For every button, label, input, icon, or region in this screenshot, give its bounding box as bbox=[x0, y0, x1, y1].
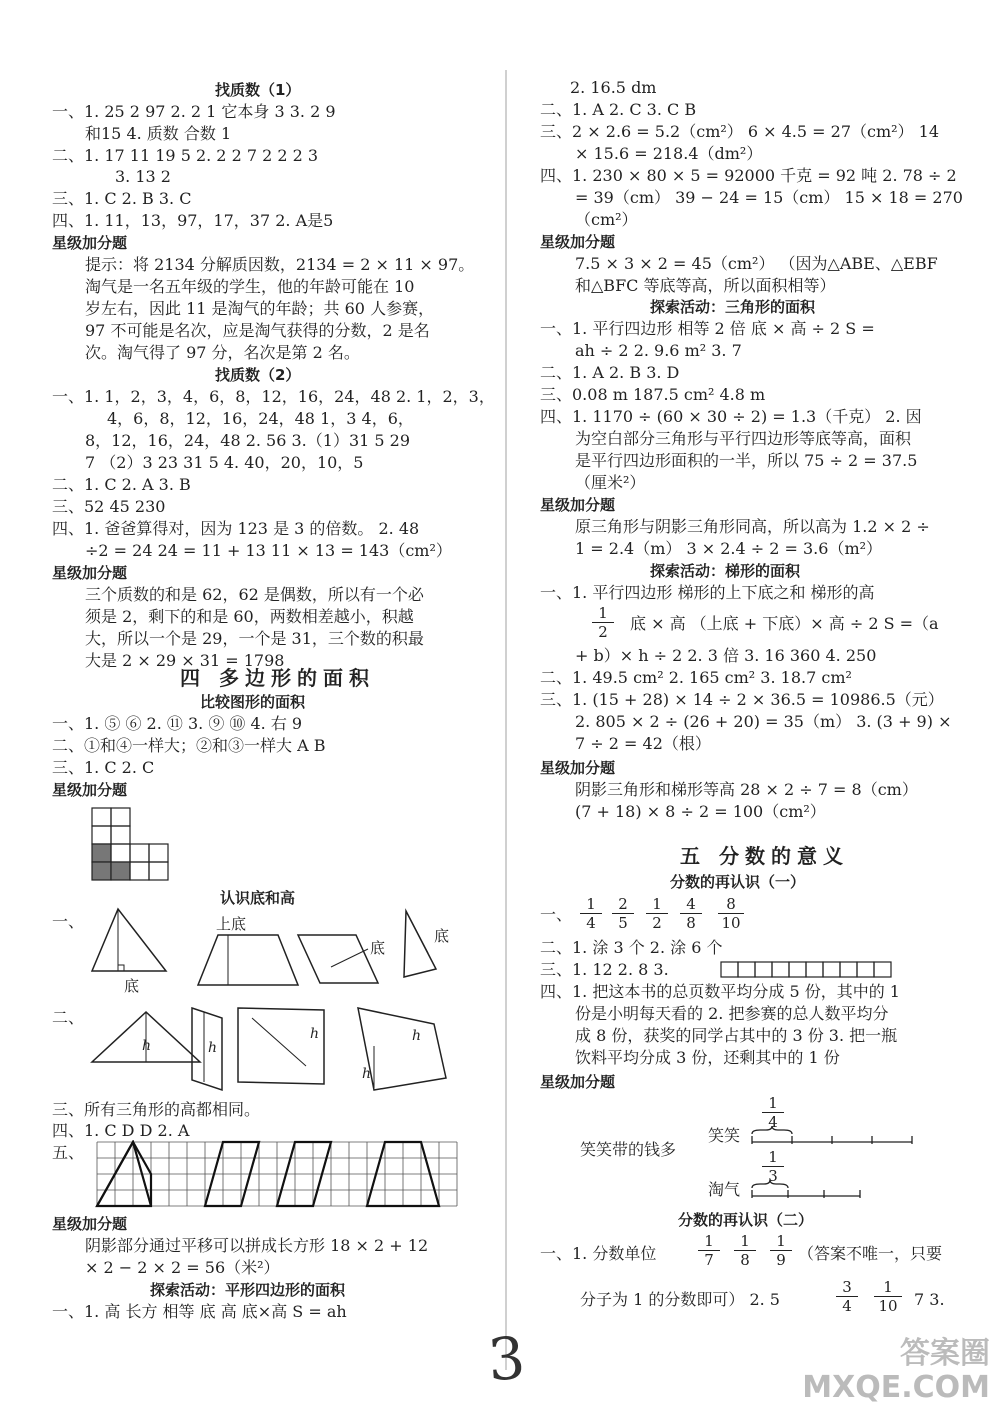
taoqi-segment-line bbox=[750, 1180, 920, 1204]
answer-line: 7 ÷ 2 = 42（根） bbox=[575, 734, 711, 753]
denominator: 4 bbox=[768, 1113, 778, 1131]
parallelogram-shape bbox=[192, 1008, 222, 1090]
fraction bbox=[718, 895, 744, 932]
numerator: 1 bbox=[592, 604, 614, 623]
base-height-figures-1 bbox=[88, 905, 468, 997]
answer-line: × 15.6 = 218.4（dm²） bbox=[575, 144, 763, 163]
answer-line: 二、①和④一样大；②和③一样大 A B bbox=[52, 736, 326, 755]
watermark-logo: 答案圈 MXQE.COM bbox=[802, 1336, 990, 1405]
unit-title: 五 分数的意义 bbox=[680, 844, 849, 868]
answer-line: 1 = 2.4（m） 3 × 2.4 ÷ 2 = 3.6（m²） bbox=[575, 539, 883, 558]
fraction bbox=[680, 895, 702, 932]
answer-line: 三、所有三角形的高都相同。 bbox=[52, 1100, 261, 1119]
numerator: 1 bbox=[580, 895, 602, 914]
answer-line: 二、1. A 2. C 3. C B bbox=[540, 100, 697, 119]
answer-line: 二、1. 涂 3 个 2. 涂 6 个 bbox=[540, 938, 723, 957]
denominator: 8 bbox=[740, 1251, 750, 1269]
answer-line: （答案不唯一，只要 bbox=[798, 1244, 943, 1263]
answer-line: 大是 2 × 29 × 31 = 1798 bbox=[85, 651, 285, 670]
name-label-taoqi: 淘气 bbox=[708, 1180, 741, 1199]
answer-line: (7 + 18) × 8 ÷ 2 = 100（cm²） bbox=[575, 802, 826, 821]
trapezoid-shape bbox=[198, 935, 298, 985]
answer-line: 97 不可能是名次，应是淘气获得的分数，2 是名 bbox=[85, 321, 430, 340]
answer-line: 一、1. 分数单位 bbox=[540, 1244, 657, 1263]
answer-line: 一、1. 平行四边形 梯形的上下底之和 梯形的高 bbox=[540, 583, 875, 602]
question-label: 二、 bbox=[52, 1008, 85, 1027]
fraction bbox=[698, 1232, 720, 1269]
numerator: 8 bbox=[718, 895, 744, 914]
numerator: 4 bbox=[680, 895, 702, 914]
answer-line: ah ÷ 2 2. 9.6 m² 3. 7 bbox=[575, 341, 742, 360]
answer-line: 7 （2）3 23 31 5 4. 40，20，10，5 bbox=[85, 453, 364, 472]
answer-line: 二、1. 17 11 19 5 2. 2 2 7 2 2 2 3 bbox=[52, 146, 319, 165]
fraction bbox=[580, 895, 602, 932]
denominator: 2 bbox=[598, 623, 608, 641]
answer-line: 三、52 45 230 bbox=[52, 497, 166, 516]
answer-line: 阴影三角形和梯形等高 28 × 2 ÷ 7 = 8（cm） bbox=[575, 780, 918, 799]
answer-line: 三、1. (15 + 28) × 14 ÷ 2 × 36.5 = 10986.5（元） bbox=[540, 690, 944, 709]
l-shape-grid-figure bbox=[90, 806, 172, 882]
answer-line: 7.5 × 3 × 2 = 45（cm²） （因为△ABE、△EBF bbox=[575, 254, 938, 273]
height-label: h bbox=[310, 1026, 320, 1042]
answer-line: 7 3. bbox=[914, 1290, 945, 1309]
bonus-heading: 星级加分题 bbox=[52, 781, 128, 799]
answer-line: 须是 2，剩下的和是 60，两数相差越小，积越 bbox=[85, 607, 414, 626]
fraction bbox=[734, 1232, 756, 1269]
answer-line: 2. 16.5 dm bbox=[570, 78, 657, 97]
answer-line: 五、 bbox=[52, 1143, 85, 1162]
answer-line: 分子为 1 的分数即可） 2. 5 bbox=[580, 1290, 780, 1309]
top-base-label: 上底 bbox=[216, 915, 247, 933]
answer-line: 四、1. 230 × 80 × 5 = 92000 千克 = 92 吨 2. 78 ÷ 2 bbox=[540, 166, 957, 185]
numerator: 1 bbox=[698, 1232, 720, 1251]
section-title: 分数的再认识（一） bbox=[670, 873, 806, 891]
answer-line: 2. 805 × 2 ÷ (26 + 20) = 35（m） 3. (3 + 9) × bbox=[575, 712, 952, 731]
bonus-heading: 星级加分题 bbox=[540, 1073, 616, 1091]
answer-line: 3. 13 2 bbox=[115, 167, 171, 186]
answer-line: 二、1. A 2. B 3. D bbox=[540, 363, 680, 382]
answer-line: × 2 − 2 × 2 = 56（米²） bbox=[85, 1258, 280, 1277]
answer-line: 二、1. C 2. A 3. B bbox=[52, 475, 191, 494]
answer-line: 四、1. C D D 2. A bbox=[52, 1121, 190, 1140]
bonus-heading: 星级加分题 bbox=[540, 496, 616, 514]
section-title: 比较图形的面积 bbox=[200, 693, 306, 711]
height-label: h bbox=[412, 1028, 422, 1044]
answer-line: 次。淘气得了 97 分，名次是第 2 名。 bbox=[85, 343, 360, 362]
answer-line: 饮料平均分成 3 份，还剩其中的 1 份 bbox=[575, 1048, 840, 1067]
answer-line: 份是小明每天看的 2. 把参赛的总人数平均分 bbox=[575, 1004, 889, 1023]
denominator: 4 bbox=[842, 1297, 852, 1315]
section-title: 分数的再认识（二） bbox=[678, 1211, 814, 1229]
obtuse-triangle-shape bbox=[404, 911, 436, 977]
answer-line: 和15 4. 质数 合数 1 bbox=[85, 124, 232, 143]
numerator: 1 bbox=[762, 1094, 784, 1113]
question-label: 一、 bbox=[540, 905, 573, 924]
numerator: 1 bbox=[770, 1232, 792, 1251]
numerator: 1 bbox=[646, 895, 668, 914]
numerator: 1 bbox=[762, 1148, 784, 1167]
denominator: 4 bbox=[586, 914, 596, 932]
answer-line: + b）× h ÷ 2 2. 3 倍 3. 16 360 4. 250 bbox=[575, 646, 877, 665]
answer-line: 一、1. 高 长方 相等 底 高 底×高 S = ah bbox=[52, 1302, 347, 1321]
answer-line: 为空白部分三角形与平行四边形等底等高，面积 bbox=[575, 429, 912, 448]
answer-line: 8，12，16，24，48 2. 56 3.（1）31 5 29 bbox=[85, 431, 411, 450]
column-divider bbox=[505, 70, 507, 1370]
base-label: 底 bbox=[434, 927, 450, 945]
section-title: 找质数（1） bbox=[215, 81, 301, 99]
fraction bbox=[612, 895, 634, 932]
answer-line: 和△BFC 等底等高，所以面积相等） bbox=[575, 276, 836, 295]
denominator: 7 bbox=[704, 1251, 714, 1269]
answer-line: 岁左右，因此 11 是淘气的年龄；共 60 人参赛， bbox=[85, 299, 435, 318]
height-label: h bbox=[142, 1038, 152, 1054]
xiaoxiao-segment-line bbox=[750, 1126, 920, 1150]
section-title: 探索活动：梯形的面积 bbox=[650, 562, 801, 580]
parallelogram-shape bbox=[298, 935, 378, 983]
denominator: 9 bbox=[776, 1251, 786, 1269]
section-title: 探索活动：平形四边形的面积 bbox=[150, 1281, 346, 1299]
parallelogram-shape bbox=[358, 1008, 446, 1090]
section-title: 探索活动：三角形的面积 bbox=[650, 298, 816, 316]
answer-line: 四、1. 爸爸算得对，因为 123 是 3 的倍数。 2. 48 bbox=[52, 519, 420, 538]
height-label: h bbox=[362, 1066, 372, 1082]
answer-line: 三、1. 12 2. 8 3. bbox=[540, 960, 669, 979]
answer-line: 三、0.08 m 187.5 cm² 4.8 m bbox=[540, 385, 766, 404]
fraction bbox=[836, 1278, 858, 1315]
bonus-heading: 星级加分题 bbox=[52, 1215, 128, 1233]
fraction bbox=[646, 895, 668, 932]
unit-title: 四 多边形的面积 bbox=[180, 666, 375, 690]
answer-line: 四、1. 11，13，97，17，37 2. A是5 bbox=[52, 211, 334, 230]
base-label: 底 bbox=[124, 977, 140, 995]
answer-line: 一、1. 平行四边形 相等 2 倍 底 × 高 ÷ 2 S = bbox=[540, 319, 875, 338]
denominator: 10 bbox=[721, 914, 741, 932]
fraction-one-half bbox=[592, 604, 614, 641]
answer-line: 三、1. C 2. B 3. C bbox=[52, 189, 192, 208]
translation-grid-figure bbox=[95, 1140, 465, 1212]
section-title: 认识底和高 bbox=[220, 889, 296, 907]
base-label: 底 bbox=[370, 939, 386, 957]
numerator: 1 bbox=[874, 1278, 902, 1297]
denominator: 8 bbox=[686, 914, 696, 932]
answer-line: 成 8 份，获奖的同学占其中的 3 份 3. 把一瓶 bbox=[575, 1026, 898, 1045]
answer-line: 大，所以一个是 29，一个是 31，三个数的积最 bbox=[85, 629, 424, 648]
answer-line: 三个质数的和是 62，62 是偶数，所以有一个必 bbox=[85, 585, 424, 604]
answer-line: 原三角形与阴影三角形同高，所以高为 1.2 × 2 ÷ bbox=[575, 517, 930, 536]
answer-line: 淘气是一名五年级的学生，他的年龄可能在 10 bbox=[85, 277, 415, 296]
numerator: 1 bbox=[734, 1232, 756, 1251]
answer-line: 四、1. 1170 ÷ (60 × 30 ÷ 2) = 1.3（千克） 2. 因 bbox=[540, 407, 922, 426]
numerator: 3 bbox=[836, 1278, 858, 1297]
answer-line: 三、2 × 2.6 = 5.2（cm²） 6 × 4.5 = 27（cm²） 14 bbox=[540, 122, 939, 141]
base-height-figures-2 bbox=[88, 1000, 468, 1096]
answer-line: ÷2 = 24 24 = 11 + 13 11 × 13 = 143（cm²） bbox=[85, 541, 452, 560]
bonus-heading: 星级加分题 bbox=[540, 759, 616, 777]
answer-line: 是平行四边形面积的一半，所以 75 ÷ 2 = 37.5 bbox=[575, 451, 918, 470]
comparison-conclusion: 笑笑带的钱多 bbox=[580, 1140, 677, 1159]
section-title: 找质数（2） bbox=[215, 366, 301, 384]
answer-line: 四、1. 把这本书的总页数平均分成 5 份，其中的 1 bbox=[540, 982, 900, 1001]
answer-line: 提示：将 2134 分解质因数，2134 = 2 × 11 × 97。 bbox=[85, 255, 475, 274]
handwritten-page-number: 3 bbox=[485, 1323, 528, 1395]
quadrilateral-shape bbox=[238, 1008, 324, 1084]
answer-line: 三、1. C 2. C bbox=[52, 758, 155, 777]
strip-of-boxes bbox=[720, 960, 892, 980]
bonus-heading: 星级加分题 bbox=[52, 234, 128, 252]
bonus-heading: 星级加分题 bbox=[540, 233, 616, 251]
answer-line: 一、1. ⑤ ⑥ 2. ⑪ 3. ⑨ ⑩ 4. 右 9 bbox=[52, 714, 303, 733]
answer-line: 4，6，8，12，16，24，48 1，3 4，6， bbox=[107, 409, 414, 428]
numerator: 2 bbox=[612, 895, 634, 914]
height-label: h bbox=[208, 1040, 218, 1056]
triangle-shape bbox=[92, 909, 166, 971]
fraction bbox=[874, 1278, 902, 1315]
fraction bbox=[770, 1232, 792, 1269]
question-label: 一、 bbox=[52, 912, 85, 931]
answer-line: 一、1. 25 2 97 2. 2 1 它本身 3 3. 2 9 bbox=[52, 102, 336, 121]
answer-line: = 39（cm） 39 − 24 = 15（cm） 15 × 18 = 270 bbox=[575, 188, 963, 207]
denominator: 5 bbox=[618, 914, 628, 932]
answer-line: （厘米²） bbox=[575, 473, 646, 492]
bonus-heading: 星级加分题 bbox=[52, 564, 128, 582]
answer-line: （cm²） bbox=[575, 210, 638, 229]
denominator: 2 bbox=[652, 914, 662, 932]
answer-line: 阴影部分通过平移可以拼成长方形 18 × 2 + 12 bbox=[85, 1236, 429, 1255]
answer-line: 底 × 高 （上底 + 下底）× 高 ÷ 2 S =（a bbox=[630, 614, 939, 633]
answer-line: 二、1. 49.5 cm² 2. 165 cm² 3. 18.7 cm² bbox=[540, 668, 852, 687]
name-label-xiaoxiao: 笑笑 bbox=[708, 1126, 741, 1145]
answer-line: 一、1. 1，2，3，4，6，8，12，16，24，48 2. 1，2，3， bbox=[52, 387, 495, 406]
denominator: 3 bbox=[768, 1167, 778, 1185]
denominator: 10 bbox=[878, 1297, 898, 1315]
